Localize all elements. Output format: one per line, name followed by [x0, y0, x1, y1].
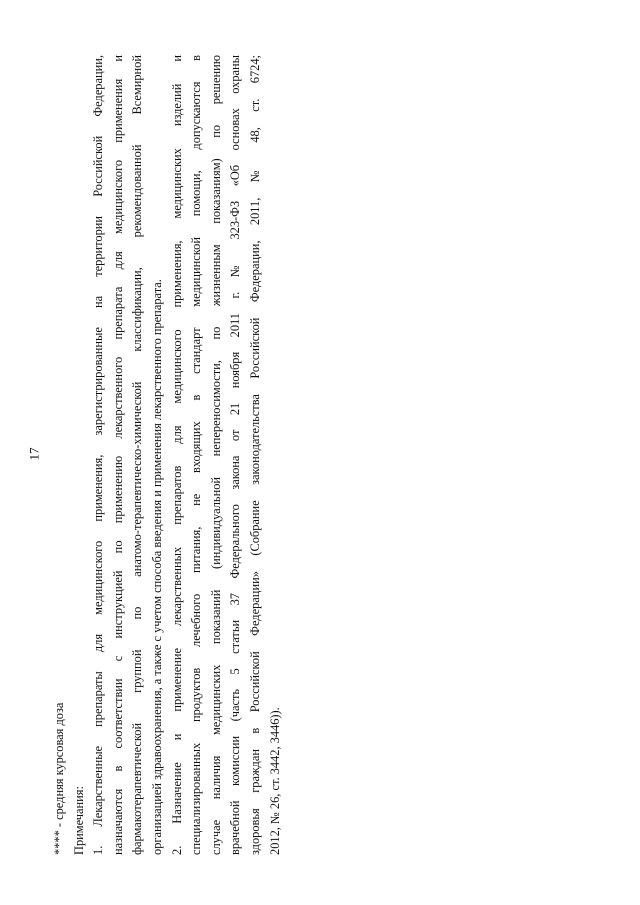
note-1-line: назначаются в соответствии с инструкцией по применению лекарственного препарата для медицинского применения и — [110, 55, 125, 855]
note-1 — [89, 55, 167, 855]
note-1-line: организацией здравоохранения, а также с учетом способа введения и применения лекарственного препарата. — [149, 279, 164, 855]
notes-heading: Примечания: — [71, 786, 86, 855]
note-2-line: 2012, № 26, ст. 3442, 3446)). — [267, 707, 282, 855]
page-number — [24, 444, 44, 464]
note-1-line: 1. Лекарственные препараты для медицинского применения, зарегистрированные на территории Российской Федерации, — [91, 55, 106, 855]
note-2 — [168, 55, 286, 855]
note-2-line: случае наличия медицинских показаний (индивидуальной непереносимости, по жизненным показаниям) по решению — [208, 55, 223, 855]
note-2-line: специализированных продуктов лечебного питания, не входящих в стандарт медицинской помощи, допускаются в — [189, 55, 204, 855]
note-2-line: здоровья граждан в Российской Федерации» (Собрание законодательства Российской Федерации, 2011, № 48, ст. 6724; — [247, 55, 262, 855]
course-dose-note: **** - средняя курсовая доза — [52, 702, 66, 855]
page-number-text: 17 — [26, 447, 41, 461]
document-body — [50, 55, 282, 855]
note-2-line: врачебной комиссии (часть 5 статьи 37 Федерального закона от 21 ноября 2011 г. № 323-ФЗ «Об основах охраны — [228, 55, 243, 855]
note-2-line: 2. Назначение и применение лекарственных препаратов для медицинского применения, медицинских изделий и — [169, 55, 184, 855]
note-1-line: фармакотерапевтической группой по анатомо-терапевтическо-химической классификации, рекомендованной Всемирной — [130, 55, 145, 855]
document-text-block — [50, 55, 282, 855]
